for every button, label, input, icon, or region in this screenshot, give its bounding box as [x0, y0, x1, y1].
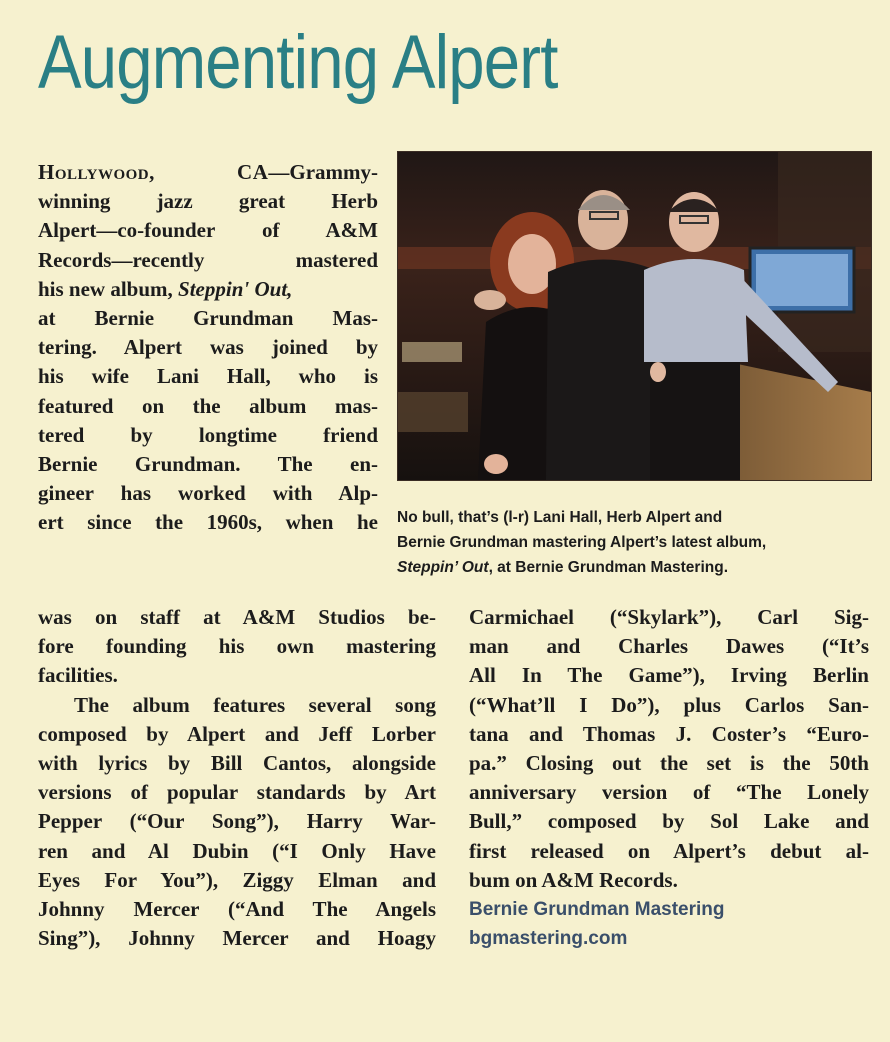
text-line: All In The Game”), Irving Berlin	[469, 663, 869, 688]
text-line: man and Charles Dawes (“It’s	[469, 634, 869, 659]
album-title: Steppin' Out,	[178, 276, 293, 301]
text-line: his new album, Steppin' Out,	[38, 276, 293, 301]
headline: Augmenting Alpert	[38, 20, 558, 105]
photo-illustration	[398, 152, 871, 480]
text-line: Pepper (“Our Song”), Harry War-	[38, 809, 436, 834]
text-line: tered by longtime friend	[38, 422, 378, 447]
dateline: Hollywood, CA	[38, 160, 269, 184]
body-column-left-bottom	[38, 603, 436, 953]
text-line: tering. Alpert was joined by	[38, 335, 378, 360]
caption-line: Bernie Grundman mastering Alpert’s latest album,	[397, 534, 767, 551]
text-line: Hollywood, CA—Grammy-	[38, 160, 378, 184]
text-line: Alpert—co-founder of A&M	[38, 218, 378, 243]
credit-url[interactable]: bgmastering.com	[469, 928, 628, 950]
text-line: ren and Al Dubin (“I Only Have	[38, 838, 436, 863]
text-line: Bull,” composed by Sol Lake and	[469, 809, 869, 834]
text-line: The album features several song	[74, 692, 436, 717]
article-photo	[397, 151, 872, 481]
body-column-right	[469, 603, 869, 953]
text-line: with lyrics by Bill Cantos, alongside	[38, 751, 436, 776]
text-line: Records—recently mastered	[38, 247, 378, 272]
text-line: winning jazz great Herb	[38, 189, 378, 214]
body-column-left-top	[38, 158, 378, 538]
text-line: Bernie Grundman. The en-	[38, 452, 378, 477]
text-line: pa.” Closing out the set is the 50th	[469, 751, 869, 776]
text-line: tana and Thomas J. Coster’s “Euro-	[469, 721, 869, 746]
text-line: ert since the 1960s, when he	[38, 510, 378, 535]
text-line: Sing”), Johnny Mercer and Hoagy	[38, 926, 436, 951]
text-line: facilities.	[38, 663, 118, 688]
text-line: Eyes For You”), Ziggy Elman and	[38, 867, 436, 892]
caption-album-title: Steppin’ Out	[397, 559, 489, 576]
text-line: at Bernie Grundman Mas-	[38, 306, 378, 331]
text-line: composed by Alpert and Jeff Lorber	[38, 721, 436, 746]
text-line: was on staff at A&M Studios be-	[38, 605, 436, 629]
text-line: bum on A&M Records.	[469, 867, 678, 892]
text-line: Carmichael (“Skylark”), Carl Sig-	[469, 605, 869, 629]
text-line: his wife Lani Hall, who is	[38, 364, 378, 389]
caption-line: No bull, that’s (l-r) Lani Hall, Herb Alpert and	[397, 509, 723, 526]
text-line: versions of popular standards by Art	[38, 780, 436, 805]
text-line: featured on the album mas-	[38, 393, 378, 418]
text-line: Johnny Mercer (“And The Angels	[38, 897, 436, 922]
caption-line: Steppin’ Out, at Bernie Grundman Mastering.	[397, 559, 728, 576]
text-line: (“What’ll I Do”), plus Carlos San-	[469, 692, 869, 717]
photo-caption	[397, 505, 872, 580]
text-line: gineer has worked with Alp-	[38, 481, 378, 506]
text-line: first released on Alpert’s debut al-	[469, 838, 869, 863]
credit-name: Bernie Grundman Mastering	[469, 899, 725, 921]
text-line: anniversary version of “The Lonely	[469, 780, 869, 805]
text-line: fore founding his own mastering	[38, 634, 436, 659]
